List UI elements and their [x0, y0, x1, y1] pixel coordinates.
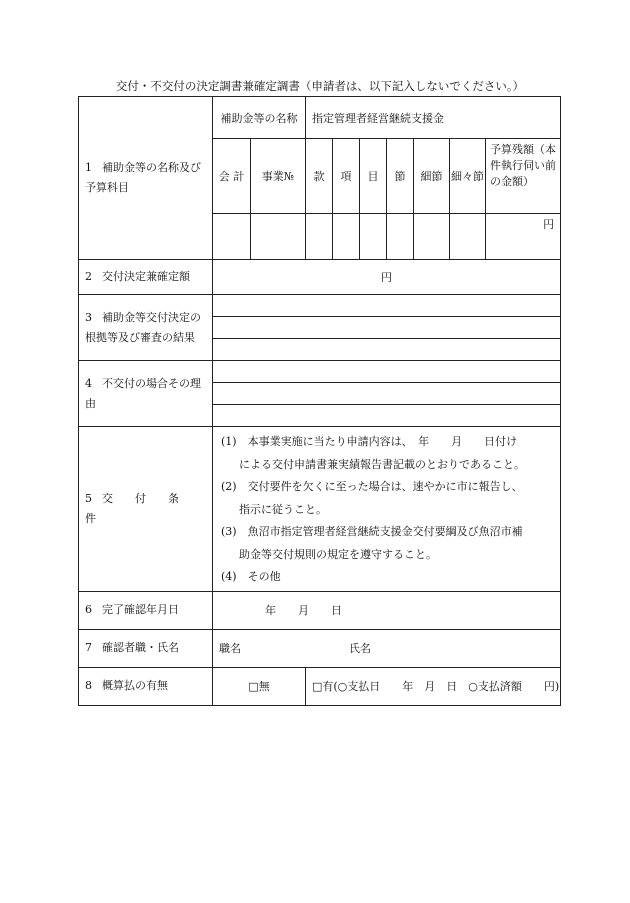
- row-section3-line1: [79, 295, 561, 317]
- decision-form-table: [78, 96, 561, 706]
- section4-line-2[interactable]: [213, 383, 561, 405]
- section2-label: 交付決定兼確定額: [102, 270, 190, 283]
- advance-payment-no[interactable]: □無: [213, 667, 306, 705]
- row-section5: [79, 427, 561, 592]
- row-section4-line1: [79, 361, 561, 383]
- section4-label: 不交付の場合その理由: [85, 376, 201, 410]
- input-kaikei[interactable]: [213, 214, 251, 260]
- section1-label-cell: [79, 97, 213, 260]
- input-kou[interactable]: [333, 214, 360, 260]
- section2-label-cell: [79, 260, 213, 295]
- section7-number: 7: [85, 641, 92, 654]
- section3-line-2[interactable]: [213, 317, 561, 339]
- subsidy-name-value[interactable]: 指定管理者経営継続支援金: [306, 97, 561, 139]
- row-section6: [79, 591, 561, 629]
- confirmer-title-label: 職名: [219, 642, 241, 655]
- section6-label-cell: [79, 591, 213, 629]
- input-kan[interactable]: [306, 214, 333, 260]
- col-kaikei: 会 計: [213, 139, 251, 214]
- condition-2-line-1: (2) 交付要件を欠くに至った場合は、速やかに市に報告し、: [221, 480, 523, 493]
- row-section1-name: [79, 97, 561, 139]
- section1-label: 補助金等の名称及び予算科目: [85, 161, 201, 194]
- confirmer-name-label: 氏名: [349, 642, 371, 655]
- section2-number: 2: [85, 270, 92, 283]
- col-setsu: 節: [387, 139, 414, 214]
- section4-line-3[interactable]: [213, 405, 561, 427]
- section4-line-1[interactable]: [213, 361, 561, 383]
- section8-label: 概算払の有無: [102, 679, 168, 692]
- section4-label-cell: [79, 361, 213, 427]
- section7-label: 確認者職・氏名: [102, 641, 179, 654]
- section5-label-cell: [79, 427, 213, 592]
- section5-number: 5: [85, 491, 92, 505]
- col-saisetsu: 細節: [414, 139, 450, 214]
- condition-1-line-2: による交付申請書兼実績報告書記載のとおりであること。: [239, 457, 525, 471]
- col-budget-remaining: 予算残額（本件執行伺い前の金額）: [486, 139, 561, 214]
- col-kan: 款: [306, 139, 333, 214]
- col-saisaisetsu: 細々節: [450, 139, 486, 214]
- advance-payment-yes[interactable]: □有(○支払日 年 月 日 ○支払済額 円): [306, 667, 561, 705]
- conditions-text: [213, 427, 561, 592]
- decision-amount-yen: 円: [381, 271, 393, 284]
- col-kou: 項: [333, 139, 360, 214]
- col-moku: 目: [360, 139, 387, 214]
- section3-line-1[interactable]: [213, 295, 561, 317]
- subsidy-name-header: 補助金等の名称: [213, 97, 306, 139]
- section7-label-cell: [79, 629, 213, 667]
- decision-amount-field[interactable]: [213, 260, 561, 295]
- section8-number: 8: [85, 679, 92, 692]
- input-saisaisetsu[interactable]: [450, 214, 486, 260]
- confirmer-field[interactable]: [213, 629, 561, 667]
- input-jigyo-no[interactable]: [251, 214, 306, 260]
- condition-4-line-1: (4) その他: [221, 570, 281, 583]
- section3-label: 補助金等交付決定の根拠等及び審査の結果: [85, 310, 201, 344]
- section1-number: 1: [85, 161, 92, 174]
- input-setsu[interactable]: [387, 214, 414, 260]
- input-moku[interactable]: [360, 214, 387, 260]
- condition-3-line-2: 助金等交付規則の規定を遵守すること。: [239, 547, 437, 561]
- condition-3-line-1: (3) 魚沼市指定管理者経営継続支援金交付要綱及び魚沼市補: [221, 525, 523, 538]
- input-budget-remaining[interactable]: [486, 214, 561, 260]
- input-saisetsu[interactable]: [414, 214, 450, 260]
- col-jigyo-no: 事業№: [251, 139, 306, 214]
- completion-date-value: 年 月 日: [265, 604, 342, 617]
- section6-number: 6: [85, 603, 92, 616]
- section3-line-3[interactable]: [213, 339, 561, 361]
- row-section2: [79, 260, 561, 295]
- section5-label: 交付条件: [85, 491, 201, 525]
- section3-number: 3: [85, 310, 92, 324]
- budget-yen-unit: 円: [543, 218, 555, 231]
- section3-label-cell: [79, 295, 213, 361]
- condition-1-line-1: (1) 本事業実施に当たり申請内容は、 年 月 日付け: [221, 435, 518, 448]
- section4-number: 4: [85, 376, 92, 390]
- condition-2-line-2: 指示に従うこと。: [239, 502, 327, 516]
- row-section8: [79, 667, 561, 705]
- completion-date-field[interactable]: [213, 591, 561, 629]
- section8-label-cell: [79, 667, 213, 705]
- row-section7: [79, 629, 561, 667]
- section6-label: 完了確認年月日: [102, 603, 179, 616]
- form-title: 交付・不交付の決定調書兼確定調書（申請者は、以下記入しないでください。）: [115, 79, 525, 93]
